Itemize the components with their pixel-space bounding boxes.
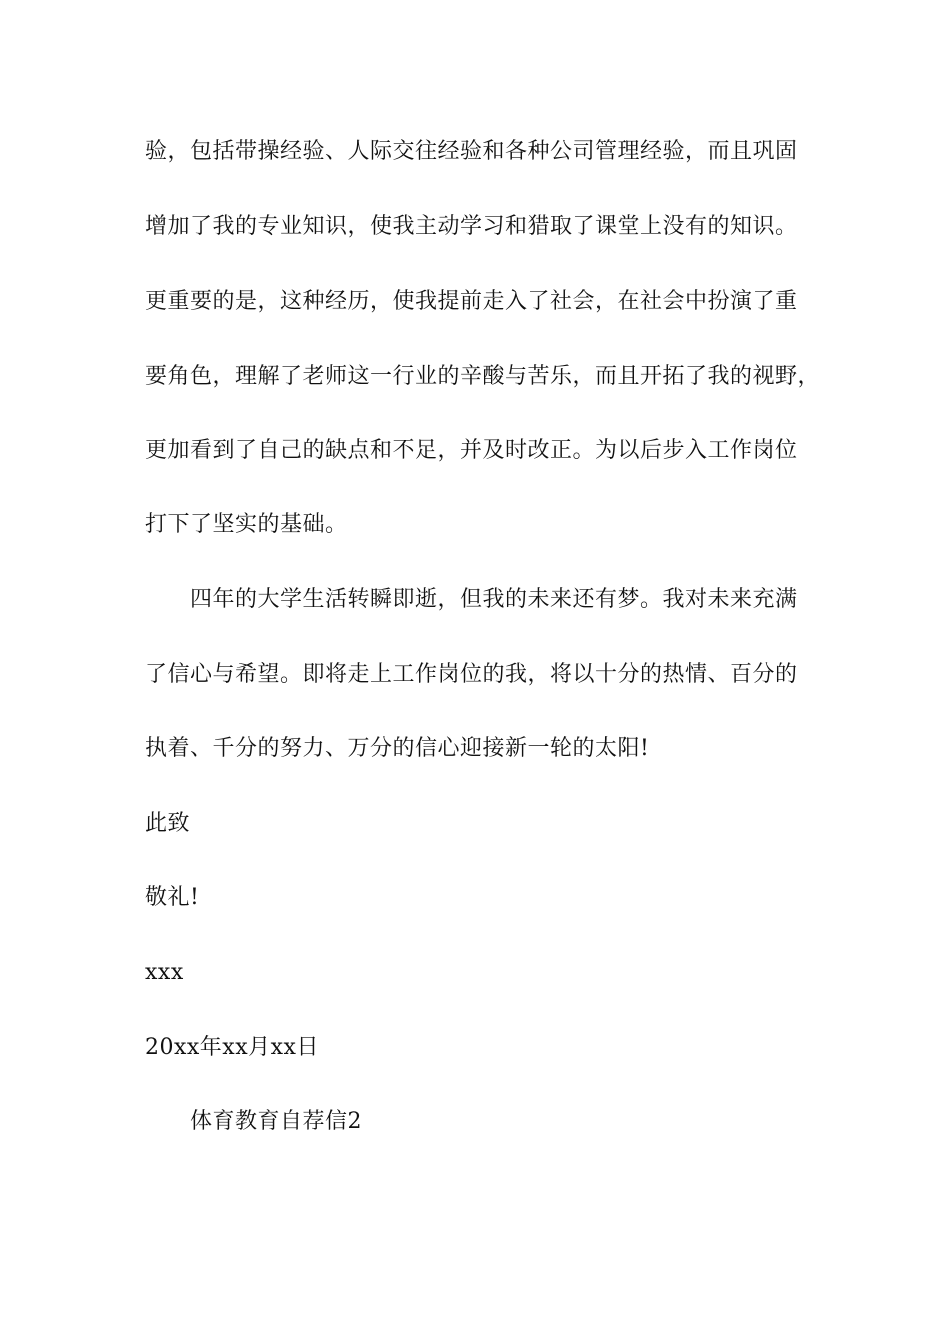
text-line: 打下了坚实的基础。 bbox=[145, 512, 348, 537]
section-title: 体育教育自荐信2 bbox=[190, 1109, 362, 1134]
text-line: 增加了我的专业知识，使我主动学习和猎取了课堂上没有的知识。 bbox=[145, 214, 798, 239]
text-line: 更加看到了自己的缺点和不足，并及时改正。为以后步入工作岗位 bbox=[145, 438, 798, 463]
closing-salutation: 此致 bbox=[145, 811, 191, 836]
text-line: 执着、千分的努力、万分的信心迎接新一轮的太阳! bbox=[145, 736, 650, 761]
text-line: 四年的大学生活转瞬即逝，但我的未来还有梦。我对未来充满 bbox=[190, 587, 798, 612]
letter-date: 20xx年xx月xx日 bbox=[145, 1035, 319, 1060]
text-line: 要角色，理解了老师这一行业的辛酸与苦乐，而且开拓了我的视野， bbox=[145, 364, 821, 389]
text-line: 验，包括带操经验、人际交往经验和各种公司管理经验，而且巩固 bbox=[145, 139, 798, 164]
signature: xxx bbox=[145, 960, 184, 985]
closing-regards: 敬礼! bbox=[145, 885, 200, 910]
text-line: 了信心与希望。即将走上工作岗位的我，将以十分的热情、百分的 bbox=[145, 662, 798, 687]
text-line: 更重要的是，这种经历，使我提前走入了社会，在社会中扮演了重 bbox=[145, 289, 798, 314]
